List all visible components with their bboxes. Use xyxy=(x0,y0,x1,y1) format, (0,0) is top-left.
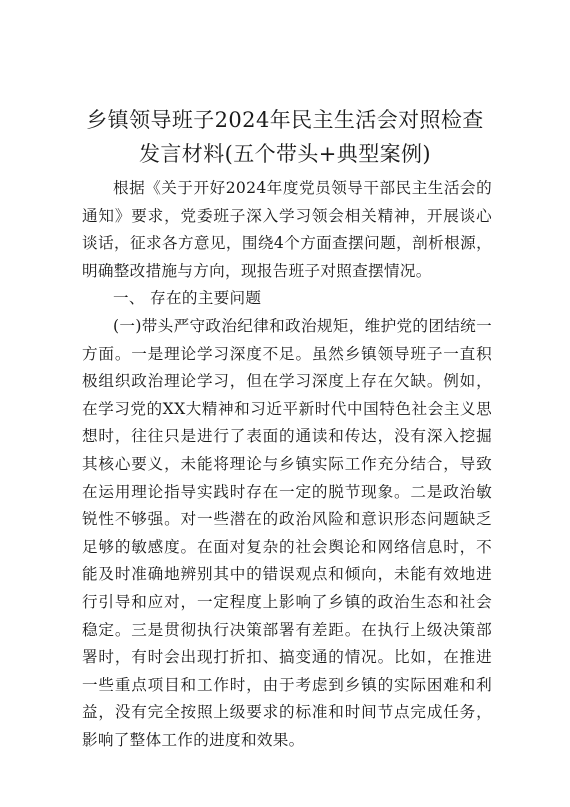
document-title xyxy=(78,103,492,171)
section-heading-1: 一、 存在的主要问题 xyxy=(113,289,262,308)
title-line-2: 发言材料(五个带头+典型案例) xyxy=(139,142,431,166)
section-1-paragraph-1: (一)带头严守政治纪律和政治规矩，维护党的团结统一方面。一是理论学习深度不足。虽然乡镇领导班子一直积极组织政治理论学习，但在学习深度上存在欠缺。例如，在学习党的XX大精神和习近平新时代中国特色社会主义思想时，往往只是进行了表面的通读和传达，没有深入挖掘其核心要义，未能将理论与乡镇实际工作充分结合，导致在运用理论指导实践时存在一定的脱节现象。二是政治敏锐性不够强。对一些潜在的政治风险和意识形态问题缺乏足够的敏感度。在面对复杂的社会舆论和网络信息时，不能及时准确地辨别其中的错误观点和倾向，未能有效地进行引导和应对，一定程度上影响了乡镇的政治生态和社会稳定。三是贯彻执行决策部署有差距。在执行上级决策部署时，有时会出现打折扣、搞变通的情况。比如，在推进一些重点项目和工作时，由于考虑到乡镇的实际困难和利益，没有完全按照上级要求的标准和时间节点完成任务，影响了整体工作的进度和效果。 xyxy=(82,316,492,749)
title-line-1: 乡镇领导班子2024年民主生活会对照检查 xyxy=(86,108,484,132)
intro-paragraph: 根据《关于开好2024年度党员领导干部民主生活会的通知》要求，党委班子深入学习领会相关精神，开展谈心谈话，征求各方意见，围绕4个方面查摆问题，剖析根源，明确整改措施与方向，现报告班子对照查摆情况。 xyxy=(82,179,492,280)
document-body xyxy=(82,175,492,754)
